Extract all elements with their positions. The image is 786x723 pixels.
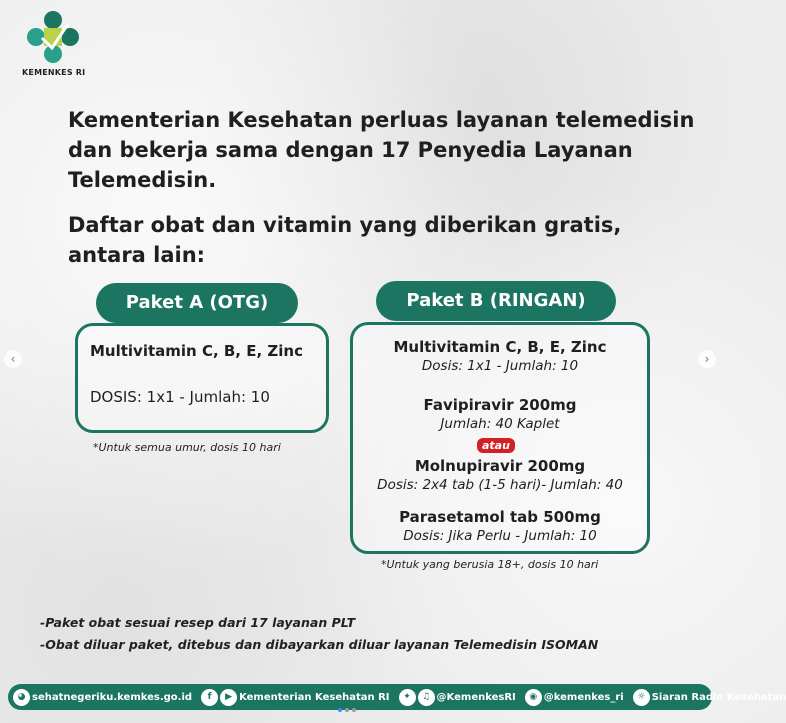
kemenkes-logo-icon bbox=[24, 8, 82, 66]
paket-a-item: Multivitamin C, B, E, Zinc bbox=[90, 342, 303, 360]
paket-b-item bbox=[353, 395, 647, 434]
paket-b-item-dose: Dosis: Jika Perlu - Jumlah: 10 bbox=[403, 528, 597, 544]
paket-a-note: *Untuk semua umur, dosis 10 hari bbox=[93, 441, 281, 454]
paket-a-title: Paket A (OTG) bbox=[96, 283, 298, 323]
tiktok-icon[interactable]: ♫ bbox=[418, 689, 435, 706]
carousel-dot[interactable] bbox=[338, 708, 342, 712]
footer-radio[interactable]: Siaran Radio Kesehatan bbox=[651, 691, 786, 703]
kemenkes-logo bbox=[22, 8, 88, 77]
paket-b-item-dose: Dosis: 1x1 - Jumlah: 10 bbox=[421, 358, 579, 374]
footer-twitter-tiktok[interactable]: @KemenkesRI bbox=[436, 691, 516, 703]
facebook-icon[interactable]: f bbox=[201, 689, 218, 706]
carousel-dots[interactable] bbox=[338, 708, 356, 712]
footer-facebook-youtube[interactable]: Kementerian Kesehatan RI bbox=[239, 691, 390, 703]
footer-instagram[interactable]: @kemenkes_ri bbox=[543, 691, 624, 703]
paket-b-note: *Untuk yang berusia 18+, dosis 10 hari bbox=[381, 558, 599, 571]
instagram-icon[interactable]: ◉ bbox=[525, 689, 542, 706]
paket-b-item-name: Parasetamol tab 500mg bbox=[399, 508, 601, 526]
paket-b-item-dose: Dosis: 2x4 tab (1-5 hari)- Jumlah: 40 bbox=[377, 477, 623, 493]
paket-b-title: Paket B (RINGAN) bbox=[376, 281, 616, 321]
logo-text: KEMENKES RI bbox=[22, 68, 86, 77]
carousel-dot[interactable] bbox=[352, 708, 356, 712]
web-icon: ◕ bbox=[13, 689, 30, 706]
footer-website[interactable]: sehatnegeriku.kemkes.go.id bbox=[32, 691, 193, 703]
radio-icon[interactable]: ☼ bbox=[633, 689, 650, 706]
paket-b-item-dose: Jumlah: 40 Kaplet bbox=[440, 416, 560, 432]
paket-b-item bbox=[353, 507, 647, 546]
footnote: -Obat diluar paket, ditebus dan dibayarkan diluar layanan Telemedisin ISOMAN bbox=[40, 637, 599, 652]
footnote: -Paket obat sesuai resep dari 17 layanan PLT bbox=[40, 615, 356, 630]
carousel-prev-icon[interactable]: ‹ bbox=[4, 350, 22, 368]
youtube-icon[interactable]: ▶ bbox=[220, 689, 237, 706]
paket-b-box bbox=[350, 322, 650, 554]
headline: Kementerian Kesehatan perluas layanan telemedisin dan bekerja sama dengan 17 Penyedia Layanan Telemedisin. bbox=[68, 108, 695, 192]
paket-b-item-name: Favipiravir 200mg bbox=[423, 396, 577, 414]
paket-b-item bbox=[353, 456, 647, 495]
paket-a-box bbox=[75, 323, 329, 433]
twitter-icon[interactable]: ✦ bbox=[399, 689, 416, 706]
carousel-next-icon[interactable]: › bbox=[698, 350, 716, 368]
paket-b-item-name: Multivitamin C, B, E, Zinc bbox=[393, 338, 607, 356]
social-footer bbox=[8, 684, 786, 710]
paket-b-item-name: Molnupiravir 200mg bbox=[414, 457, 586, 475]
atau-badge: atau bbox=[477, 438, 515, 453]
paket-b-item bbox=[353, 337, 647, 376]
carousel-dot[interactable] bbox=[345, 708, 349, 712]
paket-a-dose: DOSIS: 1x1 - Jumlah: 10 bbox=[90, 388, 270, 406]
subheadline: Daftar obat dan vitamin yang diberikan gratis, antara lain: bbox=[68, 213, 622, 267]
